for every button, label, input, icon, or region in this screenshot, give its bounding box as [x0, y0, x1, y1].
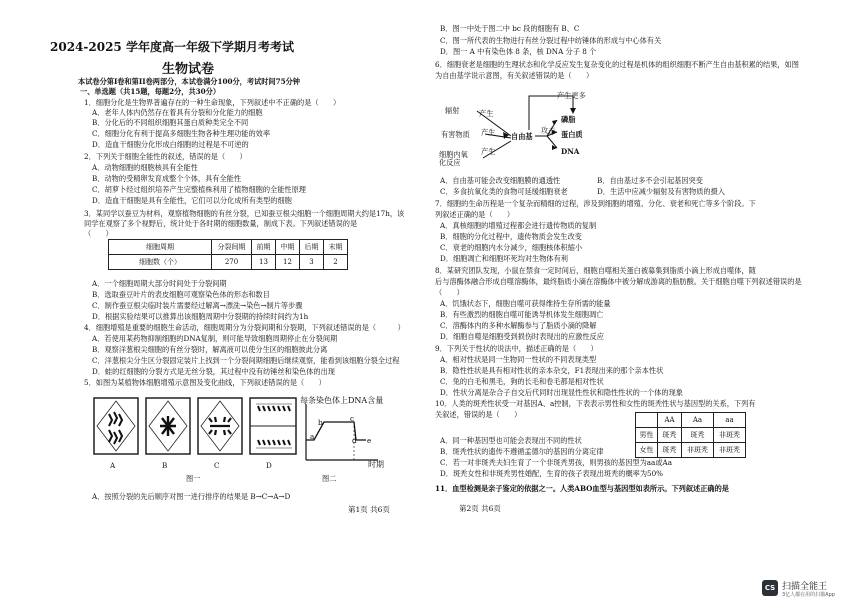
exam-title: 2024-2025 学年度高一年级下学期月考考试	[50, 40, 294, 54]
baldness-table	[635, 412, 746, 458]
option-10c: C．若一对非斑秃夫妇生育了一个非斑秃男孩，则男孩的基因型为aa或Aa	[440, 458, 672, 467]
fig-label-b: B	[162, 461, 168, 470]
table-cell: 前期	[252, 240, 276, 255]
fig2-point-a: a	[310, 432, 315, 441]
cell-d	[250, 398, 296, 454]
fig-label-c: C	[214, 461, 220, 470]
option-9c: C．兔的白毛和黑毛，狗的长毛和卷毛都是相对性状	[440, 377, 604, 386]
label-attack: 攻击	[541, 126, 556, 135]
fig-label-d: D	[266, 461, 272, 470]
table-cell: 末期	[324, 240, 348, 255]
option-10a: A．同一种基因型也可能会表现出不同的性状	[440, 436, 582, 445]
option-5a: A．按照分裂的先后顺序对图一进行排序的结果是 B→C→A→D	[92, 492, 291, 501]
left-page	[0, 0, 425, 608]
table-cell: AA	[658, 413, 682, 428]
option-10d: D．斑秃女性和非斑秃男性婚配，生育的孩子表现出斑秃的概率为50%	[440, 469, 663, 478]
question-7-line2: 列叙述正确的是（ ）	[435, 210, 515, 219]
table-cell: 3	[300, 255, 324, 270]
option-9a: A．相对性状是同一生物同一性状的不同表现类型	[440, 355, 597, 364]
option-7d: D．细胞凋亡和细胞坏死均对生物体有利	[440, 254, 568, 263]
figure-1-cell-division	[92, 392, 300, 468]
option-1c: C．细胞分化有利于提高多细胞生物各种生理功能的效率	[92, 129, 271, 138]
question-10: 10．人类的斑秃性状受一对基因A、a控制，下表表示男性和女性的斑秃性状与基因型的关系，下列有	[435, 399, 756, 408]
section-heading: 一、单选题（共15题，每题2分，共30分）	[80, 87, 221, 96]
question-9: 9．下列关于性状的说法中，描述正确的是（ ）	[435, 344, 598, 353]
source-oxidation: 细胞内氧化反应	[439, 150, 468, 167]
option-7b: B．细胞的分化过程中，遗传物质会发生改变	[440, 232, 582, 241]
target-protein: 蛋白质	[561, 130, 583, 139]
question-1: 1．细胞分化是生物界普遍存在的一种生命现象，下列叙述中不正确的是（ ）	[84, 98, 341, 107]
source-harmful: 有害物质	[441, 130, 470, 139]
page-number-left: 第1页 共6页	[348, 505, 390, 514]
table-cell: 270	[212, 255, 252, 270]
table-cell: 非斑秃	[714, 428, 746, 443]
table-cell: 细胞数（个）	[109, 255, 212, 270]
option-4a: A．若使用某药物抑制细胞的DNA复制，则可能导致细胞周期停止在分裂间期	[92, 334, 338, 343]
table-cell: 斑秃	[682, 428, 714, 443]
option-6a: A．自由基可能会改变细胞膜的通透性	[440, 176, 561, 185]
table-cell: 细胞周期	[109, 240, 212, 255]
table-cell: 非斑秃	[682, 443, 714, 458]
source-radiation: 辐射	[445, 106, 460, 115]
free-radical-node: 自由基	[511, 132, 533, 141]
option-7c: C．衰老的细胞内水分减少，细胞核体积缩小	[440, 243, 583, 252]
table-row	[636, 443, 746, 458]
cell-c	[198, 398, 242, 454]
question-8-line3: （ ）	[435, 288, 464, 297]
option-6c: C．多食抗氧化类的食物可延缓细胞衰老	[440, 187, 568, 196]
cell-b	[146, 398, 190, 454]
question-11: 11．血型检测是亲子鉴定的依据之一。人类ABO血型与基因型如表所示。下列叙述正确的是	[435, 484, 729, 493]
question-2: 2．下列关于细胞全能性的叙述，错误的是（ ）	[84, 152, 247, 161]
label-produce-1: 产生	[479, 109, 494, 118]
fig2-point-b: b	[318, 418, 323, 427]
table-cell: 13	[252, 255, 276, 270]
option-4c: C．洋葱根尖分生区分裂固定装片上找到一个分裂间期细胞后继续观察，能看到该细胞分裂全过程	[92, 356, 400, 365]
question-8-line2: 后与溶酶体融合形成自噬溶酶体，最终脂质小滴在溶酶体中被分解成游离的脂肪酸。关于细胞自噬下列叙述错误的是	[435, 277, 802, 286]
question-3: 3．某同学以蚕豆为材料，观察植物细胞的有丝分裂，已知蚕豆根尖细胞一个细胞周期大约是17h，该	[84, 209, 405, 218]
table-cell: Aa	[682, 413, 714, 428]
table-cell: aa	[714, 413, 746, 428]
option-2b: B．动物的受精卵发育成整个个体，具有全能性	[92, 174, 242, 183]
option-6b: B．自由基过多不会引起基因突变	[597, 176, 703, 185]
question-4: 4．细胞增殖是重要的细胞生命活动，细胞周期分为分裂间期和分裂期，下列叙述错误的是（ ）	[84, 323, 405, 332]
page-number-right: 第2页 共6页	[459, 504, 501, 513]
label-more: 产生更多	[557, 91, 586, 100]
question-3-line3: （ ）	[84, 229, 113, 238]
question-10-line2: 关叙述，错误的是（ ）	[435, 410, 522, 419]
option-2d: D．造血干细胞是具有全能性，它们可以分化成所有类型的细胞	[92, 196, 292, 205]
fig-label-a: A	[110, 461, 116, 470]
table-cell: 斑秃	[658, 428, 682, 443]
question-3-line2: 同学在观察了多个视野后，统计处于各时期的细胞数量，制成下表。下列叙述错误的是	[84, 219, 358, 228]
question-7: 7．细胞的生命历程是一个复杂而精细的过程，涉及到细胞的增殖、分化、衰老和死亡等多个阶段。下	[435, 199, 756, 208]
option-1a: A．老年人体内仍然存在着具有分裂和分化能力的细胞	[92, 108, 263, 117]
fig2-point-d: d	[352, 436, 357, 445]
option-8d: D．细胞自噬是细胞受到损伤时表现出的应激性反应	[440, 332, 604, 341]
right-page	[425, 0, 860, 608]
option-5d: D．图一 A 中有染色体 8 条，核 DNA 分子 8 个	[440, 47, 597, 56]
option-5b: B．图一中处于图二中 bc 段的细胞有 B、C	[440, 24, 580, 33]
option-3a: A．一个细胞周期大部分时间处于分裂间期	[92, 279, 227, 288]
table-row	[636, 428, 746, 443]
option-4d: D．蛙的红细胞的分裂方式是无丝分裂，其过程中没有纺锤丝和染色体的出现	[92, 367, 335, 376]
option-8b: B．有些激烈的细胞自噬可能诱导机体发生细胞凋亡	[440, 310, 604, 319]
cell-count-table	[108, 239, 348, 270]
option-2c: C．胡萝卜经过组织培养产生完整植株利用了植物细胞的全能性原理	[92, 185, 306, 194]
option-4b: B．观察洋葱根尖细胞的有丝分裂时，解离液可以使分生区的细胞彼此分离	[92, 345, 328, 354]
question-6-line2: 为自由基学说示意图，有关叙述错误的是（ ）	[435, 71, 594, 80]
figure-1-caption: 图一	[186, 474, 201, 483]
table-cell: 分裂间期	[212, 240, 252, 255]
option-3c: C．制作蚕豆根尖临时装片需要经过解离→漂洗→染色→制片等步骤	[92, 301, 303, 310]
table-cell: 男性	[636, 428, 658, 443]
figure-2-xlabel: 时期	[368, 460, 384, 469]
option-7a: A．真核细胞的增殖过程都会进行遗传物质的复制	[440, 221, 597, 230]
fig2-point-c: c	[350, 414, 355, 423]
table-header-row	[636, 413, 746, 428]
option-3d: D．根据实验结果可以推算出该细胞周期中分裂期的持续时间约为1h	[92, 312, 309, 321]
option-3b: B．选取蚕豆叶片的表皮细胞可观察染色体的形态和数目	[92, 290, 270, 299]
option-1b: B．分化后的不同组织细胞其蛋白质种类完全不同	[92, 118, 249, 127]
scanner-logo-icon: CS	[762, 580, 778, 596]
table-header-row	[109, 240, 348, 255]
label-produce-3: 产生	[481, 147, 496, 156]
option-9b: B．隐性性状是具有相对性状的亲本杂交，F1表现出来的那个亲本性状	[440, 366, 664, 375]
table-row	[109, 255, 348, 270]
table-cell: 中期	[276, 240, 300, 255]
table-cell: 2	[324, 255, 348, 270]
scanner-app-name: 扫描全能王	[782, 582, 828, 592]
target-phospholipid: 磷脂	[561, 115, 576, 124]
question-8: 8．某研究团队发现，小鼠在禁食一定时间后，细胞自噬相关蛋白被募集到脂质小滴上形成自噬体，随	[435, 266, 756, 275]
option-1d: D．造血干细胞分化形成白细胞的过程是不可逆的	[92, 140, 249, 149]
option-8a: A．饥饿状态下，细胞自噬可获得维持生存所需的能量	[440, 299, 611, 308]
subject-title: 生物试卷	[162, 62, 215, 77]
option-9d: D．性状分离是杂合子自交后代同时出现显性性状和隐性性状的一个体的现象	[440, 388, 683, 397]
figure-2-ylabel: 每条染色体上DNA含量	[300, 396, 384, 405]
figure-2-caption: 图二	[322, 474, 337, 483]
exam-note: 本试卷分第I卷和第II卷两部分，本试卷满分100分，考试时间75分钟	[78, 77, 300, 86]
question-5: 5．如图为某植物体细胞增殖示意图及变化曲线，下列叙述错误的是（ ）	[84, 378, 326, 387]
table-cell	[636, 413, 658, 428]
option-10b: B．斑秃性状的遗传不遵循孟德尔的基因的分离定律	[440, 447, 604, 456]
table-cell: 斑秃	[658, 443, 682, 458]
target-dna: DNA	[561, 147, 580, 156]
option-6d: D．生活中应减少辐射及有害物质的摄入	[597, 187, 725, 196]
cell-a	[94, 398, 138, 454]
table-cell: 女性	[636, 443, 658, 458]
label-produce-2: 产生	[481, 128, 496, 137]
table-cell: 后期	[300, 240, 324, 255]
table-cell: 非斑秃	[714, 443, 746, 458]
question-6: 6．细胞衰老是细胞的生理状态和化学反应发生复杂变化的过程是机体的组织细胞不断产生自由基积累的结果，如图	[435, 60, 799, 69]
scanner-watermark	[762, 578, 850, 600]
table-cell: 12	[276, 255, 300, 270]
option-2a: A．动物细胞的细胞核具有全能性	[92, 163, 198, 172]
scanner-app-slogan: 3亿人都在用的扫描App	[782, 592, 835, 598]
fig2-point-e: e	[367, 436, 372, 445]
option-5c: C．图一所代表的生物进行有丝分裂过程中纺锤体的形成与中心体有关	[440, 36, 662, 45]
option-8c: C．溶酶体内的多种水解酶参与了脂质小滴的降解	[440, 321, 597, 330]
